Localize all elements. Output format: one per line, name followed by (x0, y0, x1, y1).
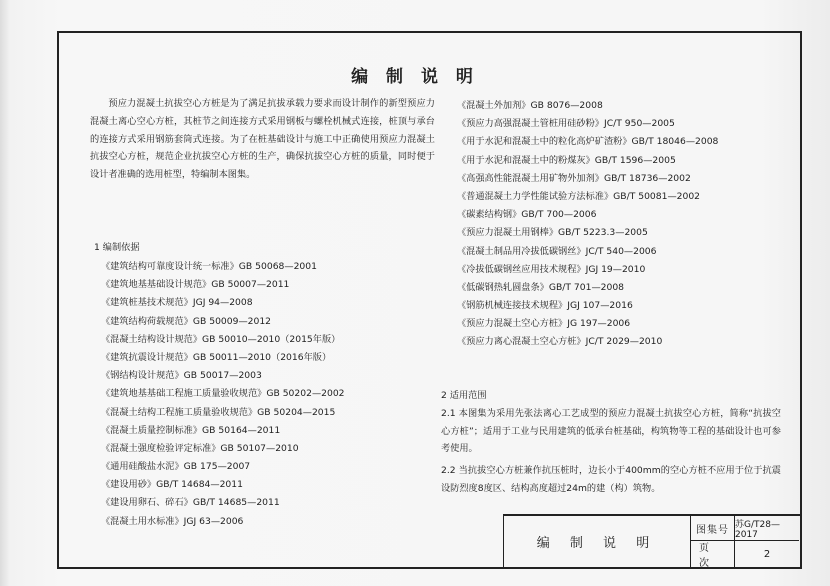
standard-item: 《冷拔低碳钢丝应用技术规程》JGJ 19—2010 (457, 263, 646, 275)
standard-item: 《建筑地基基础工程施工质量验收规范》GB 50202—2002 (101, 388, 345, 400)
atlas-number-label: 图集号 (691, 516, 735, 541)
standard-item: 《建筑结构荷载规范》GB 50009—2012 (101, 315, 272, 327)
standard-item: 《普通混凝土力学性能试验方法标准》GB/T 50081—2002 (457, 190, 701, 202)
standard-item: 《建筑抗震设计规范》GB 50011—2010（2016年版） (101, 351, 332, 363)
page-title: 编 制 说 明 (351, 67, 479, 87)
standard-item: 《混凝土外加剂》GB 8076—2008 (457, 100, 603, 111)
standard-item: 《混凝土强度检验评定标准》GB 50107—2010 (101, 442, 299, 454)
standard-item: 《混凝土质量控制标准》GB 50164—2011 (101, 424, 281, 436)
standard-item: 《钢筋机械连接技术规程》JGJ 107—2016 (457, 300, 633, 312)
standard-item: 《混凝土结构设计规范》GB 50010—2010（2015年版） (101, 333, 341, 345)
page-number-value: 2 (763, 548, 771, 560)
standards-list-right (457, 97, 718, 352)
standard-item: 《混凝土结构工程施工质量验收规范》GB 50204—2015 (101, 406, 336, 418)
standard-item: 《用于水泥和混凝土中的粉煤灰》GB/T 1596—2005 (457, 154, 676, 166)
standard-item: 《预应力混凝土用钢棒》GB/T 5223.3—2005 (457, 227, 648, 239)
standard-item: 《混凝土制品用冷拔低碳钢丝》JC/T 540—2006 (457, 245, 657, 257)
standards-list-left (101, 258, 345, 531)
standard-item: 《钢结构设计规范》GB 50017—2003 (101, 370, 262, 382)
page-number-label: 页次 (691, 541, 735, 567)
standard-item: 《预应力高强混凝土管桩用硅砂粉》JC/T 950—2005 (457, 118, 675, 130)
standard-item: 《建筑桩基技术规范》JGJ 94—2008 (101, 297, 253, 309)
atlas-number-value: 苏G/T28—2017 (735, 516, 799, 541)
title-block-title: 编 制 说 明 (504, 516, 691, 567)
standard-item: 《建设用砂》GB/T 14684—2011 (101, 479, 243, 491)
standard-item: 《建筑地基基础设计规范》GB 50007—2011 (101, 279, 290, 291)
standard-item: 《高强高性能混凝土用矿物外加剂》GB/T 18736—2002 (457, 172, 691, 184)
scope-paragraph-2-2: 2.2 当抗拔空心方桩兼作抗压桩时，边长小于400mm的空心方桩不应用于位于抗震设防烈度8度区、结构高度超过24m的建（构）筑物。 (441, 465, 781, 494)
intro-paragraph: 预应力混凝土抗拔空心方桩是为了满足抗拔承载力要求而设计制作的新型预应力混凝土离心空心方桩，其桩节之间连接方式采用钢板与螺栓机械式连接，桩顶与承台的连接方式采用钢筋套筒式连接。为了在桩基础设计与施工中正确使用预应力混凝土抗拔空心方桩，规范企业抗拔空心方桩的生产，确保抗拔空心方桩的质量，同时便于设计者准确的选用桩型，特编制本图集。 (90, 98, 435, 181)
standard-item: 《建筑结构可靠度设计统一标准》GB 50068—2001 (101, 261, 317, 272)
section-heading-scope: 2 适用范围 (441, 390, 487, 401)
title-block (503, 514, 800, 567)
scope-paragraph-2-1: 2.1 本图集为采用先张法离心工艺成型的预应力混凝土抗拔空心方桩，简称“抗拔空心方桩”；适用于工业与民用建筑的低承台桩基础，构筑物等工程的基础设计也可参考使用。 (441, 408, 781, 455)
standard-item: 《通用硅酸盐水泥》GB 175—2007 (101, 461, 251, 473)
section-heading-basis: 1 编制依据 (94, 242, 140, 253)
standard-item: 《建设用卵石、碎石》GB/T 14685—2011 (101, 497, 280, 509)
standard-item: 《碳素结构钢》GB/T 700—2006 (457, 209, 597, 221)
standard-item: 《预应力混凝土空心方桩》JG 197—2006 (457, 318, 631, 330)
standard-item: 《低碳钢热轧圆盘条》GB/T 701—2008 (457, 281, 625, 293)
standard-item: 《混凝土用水标准》JGJ 63—2006 (101, 515, 244, 527)
standard-item: 《预应力离心混凝土空心方桩》JC/T 2029—2010 (457, 336, 663, 348)
standard-item: 《用于水泥和混凝土中的粒化高炉矿渣粉》GB/T 18046—2008 (457, 136, 719, 148)
